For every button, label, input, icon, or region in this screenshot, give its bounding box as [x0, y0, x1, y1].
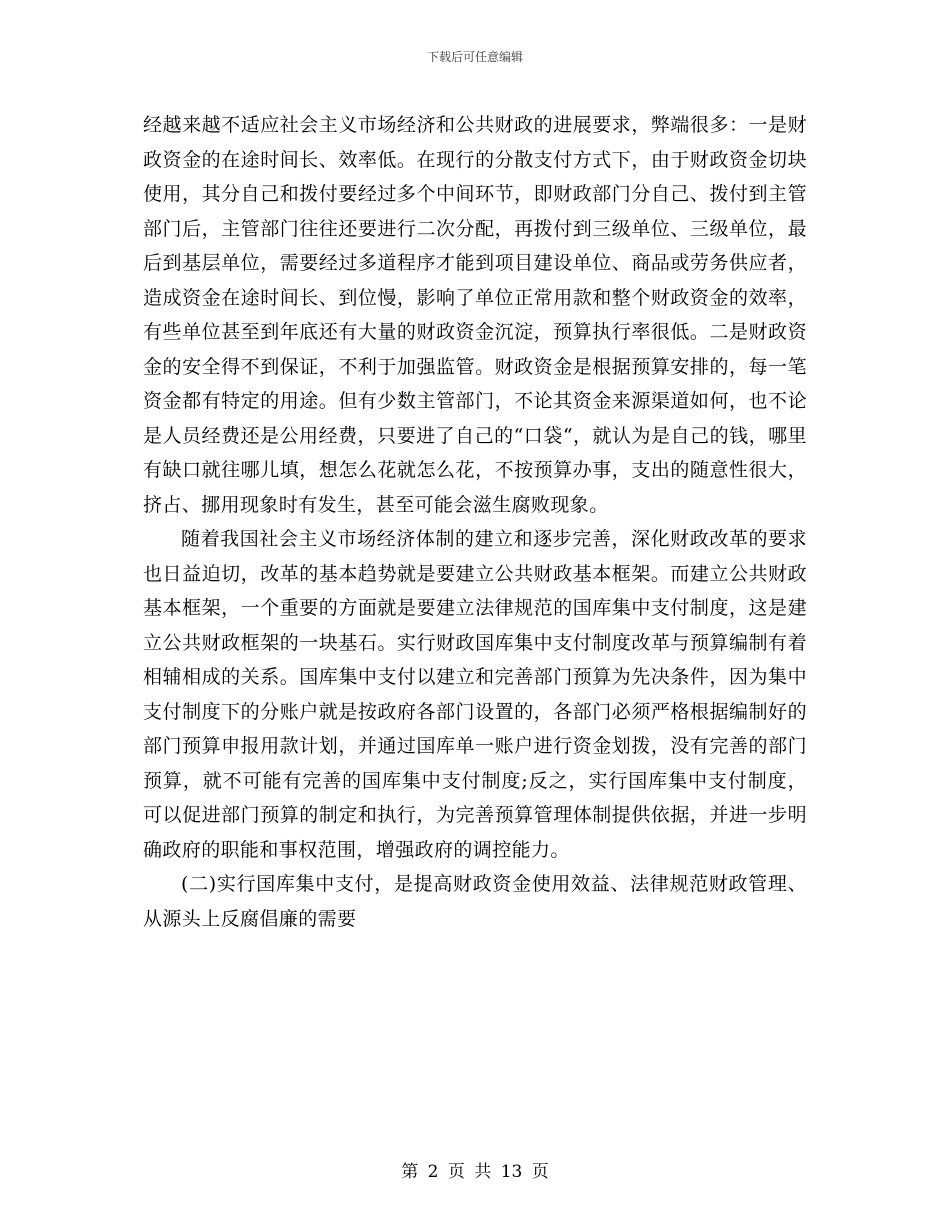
document-body [143, 108, 807, 936]
page-header-note: 下载后可任意编辑 [426, 50, 523, 64]
paragraph-2: 随着我国社会主义市场经济体制的建立和逐步完善，深化财政改革的要求也日益迫切，改革的基本趋势就是要建立公共财政基本框架。而建立公共财政基本框架，一个重要的方面就是要建立法律规范的国库集中支付制度，这是建立公共财政框架的一块基石。实行财政国库集中支付制度改革与预算编制有着相辅相成的关系。国库集中支付以建立和完善部门预算为先决条件，因为集中支付制度下的分账户就是按政府各部门设置的，各部门必须严格根据编制好的部门预算申报用款计划，并通过国库单一账户进行资金划拨，没有完善的部门预算，就不可能有完善的国库集中支付制度;反之，实行国库集中支付制度，可以促进部门预算的制定和执行，为完善预算管理体制提供依据，并进一步明确政府的职能和事权范围，增强政府的调控能力。 [143, 528, 807, 861]
paragraph-3-section-heading: (二)实行国库集中支付，是提高财政资金使用效益、法律规范财政管理、从源头上反腐倡廉的需要 [143, 873, 807, 930]
page-number: 第 2 页 共 13 页 [401, 1162, 549, 1182]
paragraph-1: 经越来越不适应社会主义市场经济和公共财政的进展要求，弊端很多：一是财政资金的在途时间长、效率低。在现行的分散支付方式下，由于财政资金切块使用，其分自己和拨付要经过多个中间环节，即财政部门分自己、拨付到主管部门后，主管部门往往还要进行二次分配，再拨付到三级单位、三级单位，最后到基层单位，需要经过多道程序才能到项目建设单位、商品或劳务供应者，造成资金在途时间长、到位慢，影响了单位正常用款和整个财政资金的效率，有些单位甚至到年底还有大量的财政资金沉淀，预算执行率很低。二是财政资金的安全得不到保证，不利于加强监管。财政资金是根据预算安排的，每一笔资金都有特定的用途。但有少数主管部门，不论其资金来源渠道如何，也不论是人员经费还是公用经费，只要进了自己的“口袋“，就认为是自己的钱，哪里有缺口就往哪儿填，想怎么花就怎么花，不按预算办事，支出的随意性很大，挤占、挪用现象时有发生，甚至可能会滋生腐败现象。 [143, 114, 807, 516]
